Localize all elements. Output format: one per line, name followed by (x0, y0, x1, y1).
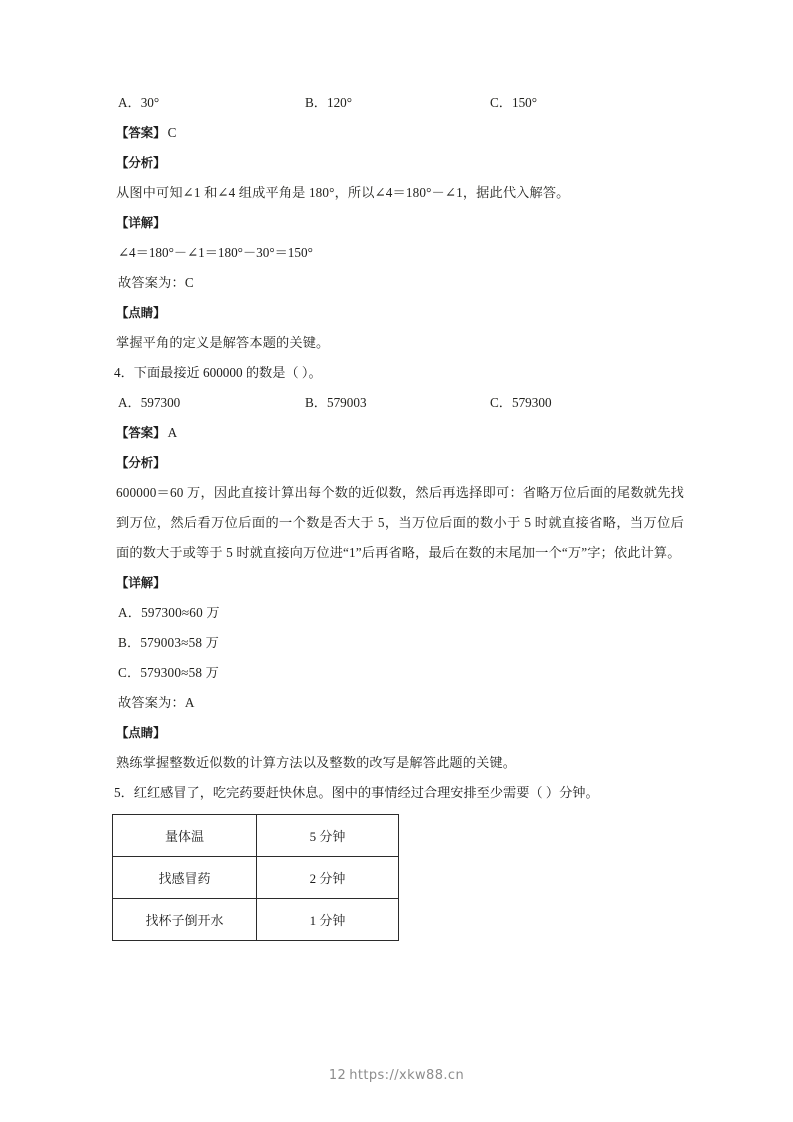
question4-detail-label-line (112, 568, 684, 598)
answer-label: 【答案】 (116, 425, 166, 440)
question3-detail-conclusion: 故答案为：C (118, 275, 194, 290)
question4-detail-line-c: C．579300≈58 万 (118, 665, 220, 680)
question3-option-c[interactable]: C．150° (490, 95, 538, 110)
table-row (113, 815, 399, 857)
question3-analysis-label-line (112, 148, 684, 178)
page-content (112, 88, 684, 941)
question3-option-b[interactable]: B．120° (305, 95, 353, 110)
detail-label: 【详解】 (116, 215, 166, 230)
question4-options-row (112, 388, 684, 418)
detail-label: 【详解】 (116, 575, 166, 590)
question3-analysis-text: 从图中可知∠1 和∠4 组成平角是 180°，所以∠4＝180°－∠1，据此代入解答。 (116, 185, 570, 200)
question4-highlight-label-line (112, 718, 684, 748)
question3-highlight-label-line (112, 298, 684, 328)
question4-analysis-text: 600000＝60 万，因此直接计算出每个数的近似数，然后再选择即可：省略万位后面的尾数就先找到万位，然后看万位后面的一个数是否大于 5，当万位后面的数小于 5 时就直接省略，当万位后面的数大于或等于 5 时就直接向万位进“1”后再省略，最后在数的末尾加一个“万”字；依此计算。 (116, 485, 684, 560)
highlight-label: 【点睛】 (116, 305, 166, 320)
answer-label: 【答案】 (116, 125, 166, 140)
question4-option-a[interactable]: A．597300 (118, 395, 181, 410)
question4-detail-line-b: B．579003≈58 万 (118, 635, 220, 650)
question3-answer-value: C (167, 125, 177, 140)
question3-answer-line (112, 118, 684, 148)
table-row (113, 857, 399, 899)
page-footer (0, 1068, 793, 1083)
table-cell-time: 2 分钟 (257, 857, 399, 899)
question3-option-a[interactable]: A．30° (118, 95, 160, 110)
question5-table-wrapper (112, 814, 684, 941)
table-cell-time: 1 分钟 (257, 899, 399, 941)
question4-detail-conclusion: 故答案为：A (118, 695, 195, 710)
table-row (113, 899, 399, 941)
question4-stem: 4．下面最接近 600000 的数是（ ）。 (114, 365, 322, 380)
analysis-label: 【分析】 (116, 155, 166, 170)
table-cell-task: 找感冒药 (113, 857, 257, 899)
question4-option-c[interactable]: C．579300 (490, 395, 552, 410)
question4-answer-line (112, 418, 684, 448)
question3-detail-math: ∠4＝180°－∠1＝180°－30°＝150° (118, 245, 313, 260)
question3-highlight-text: 掌握平角的定义是解答本题的关键。 (116, 335, 330, 350)
question3-options-row (112, 88, 684, 118)
watermark-url: https://xkw88.cn (349, 1068, 465, 1083)
question5-stem: 5．红红感冒了，吃完药要赶快休息。图中的事情经过合理安排至少需要（ ）分钟。 (114, 785, 599, 800)
question4-answer-value: A (167, 425, 178, 440)
highlight-label: 【点睛】 (116, 725, 166, 740)
table-cell-task: 找杯子倒开水 (113, 899, 257, 941)
page-number: 12 (328, 1068, 347, 1083)
question3-detail-label-line (112, 208, 684, 238)
table-cell-time: 5 分钟 (257, 815, 399, 857)
schedule-table (112, 814, 399, 941)
analysis-label: 【分析】 (116, 455, 166, 470)
table-cell-task: 量体温 (113, 815, 257, 857)
question4-analysis-label-line (112, 448, 684, 478)
question4-option-b[interactable]: B．579003 (305, 395, 367, 410)
question4-detail-line-a: A．597300≈60 万 (118, 605, 220, 620)
question4-highlight-text: 熟练掌握整数近似数的计算方法以及整数的改写是解答此题的关键。 (116, 755, 517, 770)
